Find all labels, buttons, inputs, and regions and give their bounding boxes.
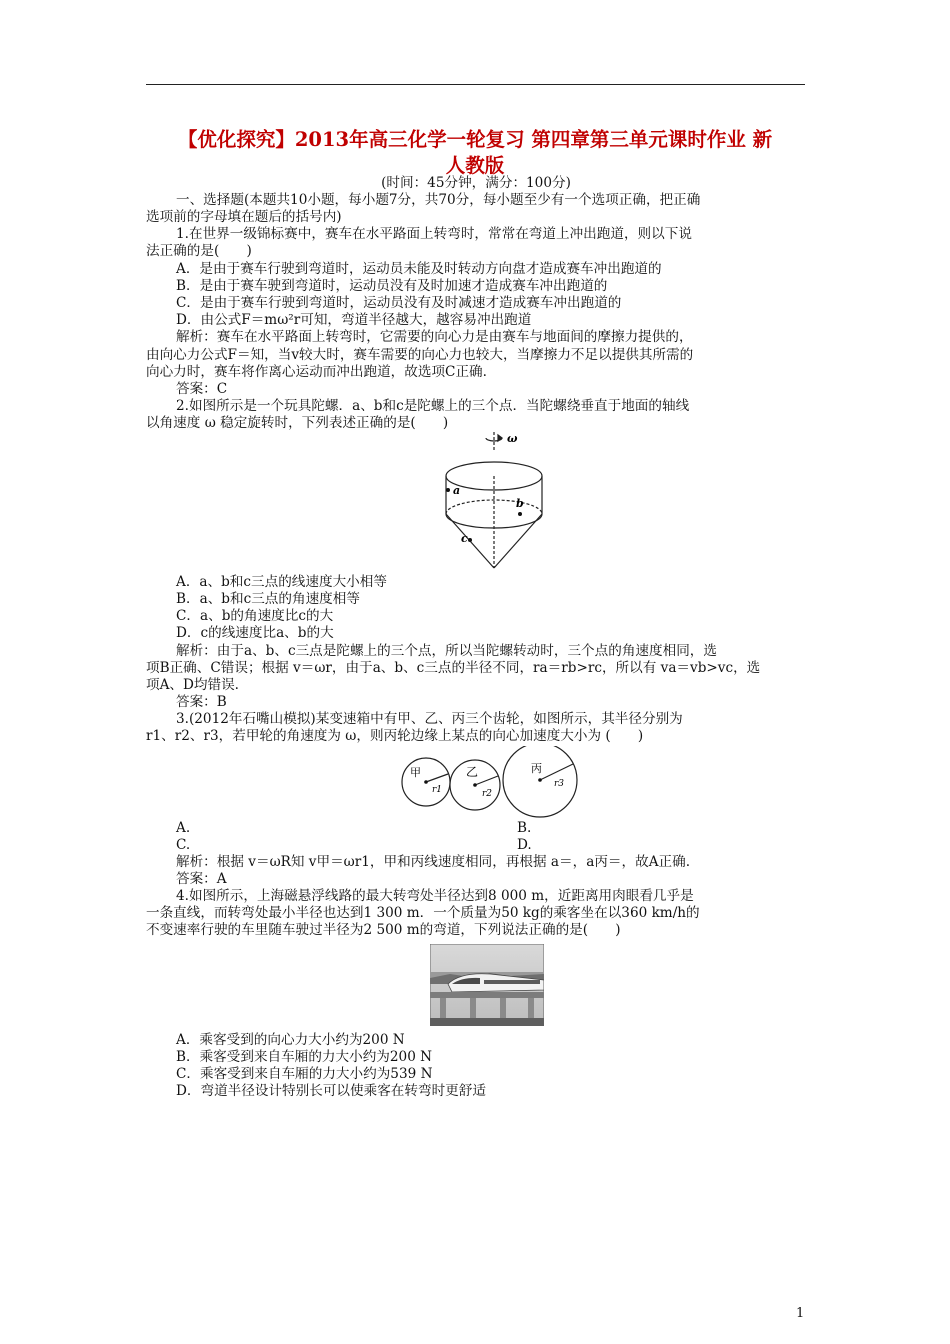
q2-stem-2: 以角速度 ω 稳定旋转时，下列表述正确的是( )	[146, 415, 449, 431]
q3-stem-2: r1、r2、r3，若甲轮的角速度为 ω，则丙轮边缘上某点的向心加速度大小为 ( )	[146, 728, 644, 744]
label-bing: 丙	[531, 762, 542, 775]
label-yi: 乙	[466, 765, 479, 779]
omega-label: ω	[507, 432, 518, 445]
center-bing	[538, 778, 542, 782]
q3-stem-1: 3.(2012年石嘴山模拟)某变速箱中有甲、乙、丙三个齿轮，如图所示，其半径分别为	[176, 711, 683, 727]
q2-explanation-1: 解析：由于a、b、c三点是陀螺上的三个点，所以当陀螺转动时，三个点的角速度相同，选	[176, 643, 717, 659]
center-jia	[424, 780, 428, 784]
q2-option-a: A．a、b和c三点的线速度大小相等	[176, 574, 387, 590]
radius-r3	[540, 764, 573, 780]
cone-right-edge	[494, 514, 542, 568]
section-instructions-1: 一、选择题(本题共10小题，每小题7分，共70分，每小题至少有一个选项正确，把正确	[176, 192, 701, 208]
q4-stem-2: 一条直线，而转弯处最小半径也达到1 300 m．一个质量为50 kg的乘客坐在以360 km/h的	[146, 905, 700, 921]
label-a: a	[453, 484, 461, 497]
label-b: b	[516, 497, 524, 510]
q1-explanation-3: 向心力时，赛车将作离心运动而冲出跑道，故选项C正确.	[146, 364, 487, 380]
q2-option-d: D．c的线速度比a、b的大	[176, 625, 334, 641]
q4-stem-3: 不变速率行驶的车里随车驶过半径为2 500 m的弯道，下列说法正确的是( )	[146, 922, 621, 938]
q2-explanation-3: 项A、D均错误.	[146, 677, 240, 693]
q3-option-b: B.	[517, 820, 532, 836]
q4-option-d: D．弯道半径设计特别长可以使乘客在转弯时更舒适	[176, 1083, 486, 1099]
spinning-top-figure	[436, 432, 552, 572]
page-number: 1	[796, 1306, 805, 1321]
q2-explanation-2: 项B正确、C错误；根据 v＝ωr，由于a、b、c三点的半径不同，ra＝rb>rc，所以有 va＝vb>vc，选	[146, 660, 761, 676]
gears-figure	[400, 746, 584, 818]
label-r2: r2	[482, 789, 493, 799]
q1-stem-1: 1.在世界一级锦标赛中，赛车在水平路面上转弯时，常常在弯道上冲出跑道，则以下说	[176, 226, 692, 242]
q1-explanation-2: 由向心力公式F＝知，当v较大时，赛车需要的向心力也较大，当摩擦力不足以提供其所需的	[146, 347, 694, 363]
radius-r1	[426, 774, 448, 782]
q2-stem-1: 2.如图所示是一个玩具陀螺．a、b和c是陀螺上的三个点．当陀螺绕垂直于地面的轴线	[176, 398, 690, 414]
q4-stem-1: 4.如图所示，上海磁悬浮线路的最大转弯处半径达到8 000 m，近距离用肉眼看几乎是	[176, 888, 694, 904]
label-jia: 甲	[410, 766, 421, 779]
page-title	[140, 127, 810, 179]
header-rule	[146, 84, 805, 85]
title-line-2: 人教版	[445, 154, 505, 177]
q3-explanation-1: 解析：根据 v＝ωR知 v甲＝ωr1，甲和丙线速度相同，再根据 a＝，a丙＝，故A正确.	[176, 854, 691, 870]
label-r3: r3	[554, 779, 565, 789]
q1-stem-2: 法正确的是( )	[146, 243, 252, 259]
label-c: c	[461, 532, 468, 545]
exam-meta: (时间：45分钟，满分：100分)	[381, 175, 571, 191]
point-c	[468, 538, 472, 542]
q4-option-a: A．乘客受到的向心力大小约为200 N	[176, 1032, 405, 1048]
q2-option-c: C．a、b的角速度比c的大	[176, 608, 334, 624]
maglev-train-photo	[430, 944, 544, 1026]
q1-explanation-1: 解析：赛车在水平路面上转弯时，它需要的向心力是由赛车与地面间的摩擦力提供的，	[176, 329, 693, 345]
q4-option-c: C．乘客受到来自车厢的力大小约为539 N	[176, 1066, 433, 1082]
q3-option-c: C.	[176, 837, 191, 853]
q3-option-d: D.	[517, 837, 532, 853]
q2-option-b: B．a、b和c三点的角速度相等	[176, 591, 360, 607]
center-yi	[473, 783, 477, 787]
title-line-1: 【优化探究】2013年高三化学一轮复习 第四章第三单元课时作业 新	[177, 128, 773, 151]
point-b	[518, 512, 522, 516]
q4-option-b: B．乘客受到来自车厢的力大小约为200 N	[176, 1049, 433, 1065]
q1-answer: 答案：C	[176, 381, 228, 397]
q1-option-c: C．是由于赛车行驶到弯道时，运动员没有及时减速才造成赛车冲出跑道的	[176, 295, 622, 311]
q1-option-b: B．是由于赛车驶到弯道时，运动员没有及时加速才造成赛车冲出跑道的	[176, 278, 608, 294]
q2-answer: 答案：B	[176, 694, 227, 710]
radius-r2	[475, 776, 498, 785]
guideway	[430, 992, 544, 998]
q1-option-d: D．由公式F＝mω²r可知，弯道半径越大，越容易冲出跑道	[176, 312, 532, 328]
q3-answer: 答案：A	[176, 871, 227, 887]
point-a	[446, 488, 450, 492]
label-r1: r1	[432, 785, 443, 795]
section-instructions-2: 选项前的字母填在题后的括号内)	[146, 209, 342, 225]
q3-option-a: A.	[176, 820, 191, 836]
q1-option-a: A．是由于赛车行驶到弯道时，运动员未能及时转动方向盘才造成赛车冲出跑道的	[176, 261, 662, 277]
